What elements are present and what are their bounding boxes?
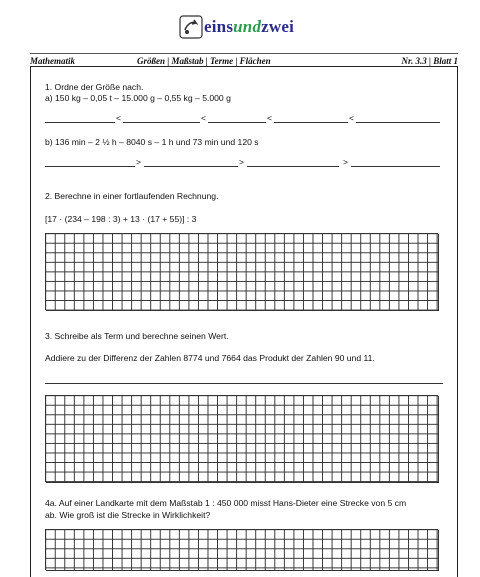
task1-a-text: a) 150 kg – 0,05 t – 15.000 g – 0,55 kg – 5.000 g xyxy=(45,93,231,103)
less-than-symbol: < xyxy=(267,113,273,123)
header-bar xyxy=(30,53,458,66)
greater-than-symbol: > xyxy=(136,157,142,167)
greater-than-symbol: > xyxy=(343,157,349,167)
greater-than-symbol: > xyxy=(239,157,245,167)
task3-heading: 3. Schreibe als Term und berechne seinen Wert. xyxy=(45,331,229,341)
less-than-symbol: < xyxy=(349,113,355,123)
logo-text: einsundzwei xyxy=(204,17,295,36)
logo-icon xyxy=(179,15,203,39)
task3-text: Addiere zu der Differenz der Zahlen 8774 und 7664 das Produkt der Zahlen 90 und 11. xyxy=(45,353,375,363)
task2-expression: [17 · (234 – 198 : 3) + 13 · (17 + 55)] : 3 xyxy=(45,214,197,224)
task2-heading: 2. Berechne in einer fortlaufenden Rechnung. xyxy=(45,191,219,201)
task1-heading: 1. Ordne der Größe nach. xyxy=(45,82,144,92)
task1-b-text: b) 136 min – 2 ½ h – 8040 s – 1 h und 73 min und 120 s xyxy=(45,137,259,147)
less-than-symbol: < xyxy=(116,113,122,123)
answer-grid[interactable] xyxy=(45,233,438,310)
subject-label: Mathematik xyxy=(30,56,76,66)
answer-grid[interactable] xyxy=(45,529,438,570)
logo xyxy=(179,14,294,40)
less-than-symbol: < xyxy=(201,113,207,123)
sheet-number: Nr. 3.3 | Blatt 1 xyxy=(401,56,458,66)
answer-grid[interactable] xyxy=(45,395,438,482)
task4-line1: 4a. Auf einer Landkarte mit dem Maßstab 1 : 450 000 misst Hans-Dieter eine Strecke von 5 cm xyxy=(45,498,407,508)
task4-line2: ab. Wie groß ist die Strecke in Wirklichkeit? xyxy=(45,510,211,520)
task3-answer-line[interactable] xyxy=(45,383,443,384)
topic-label: Größen | Maßstab | Terme | Flächen xyxy=(137,56,271,66)
